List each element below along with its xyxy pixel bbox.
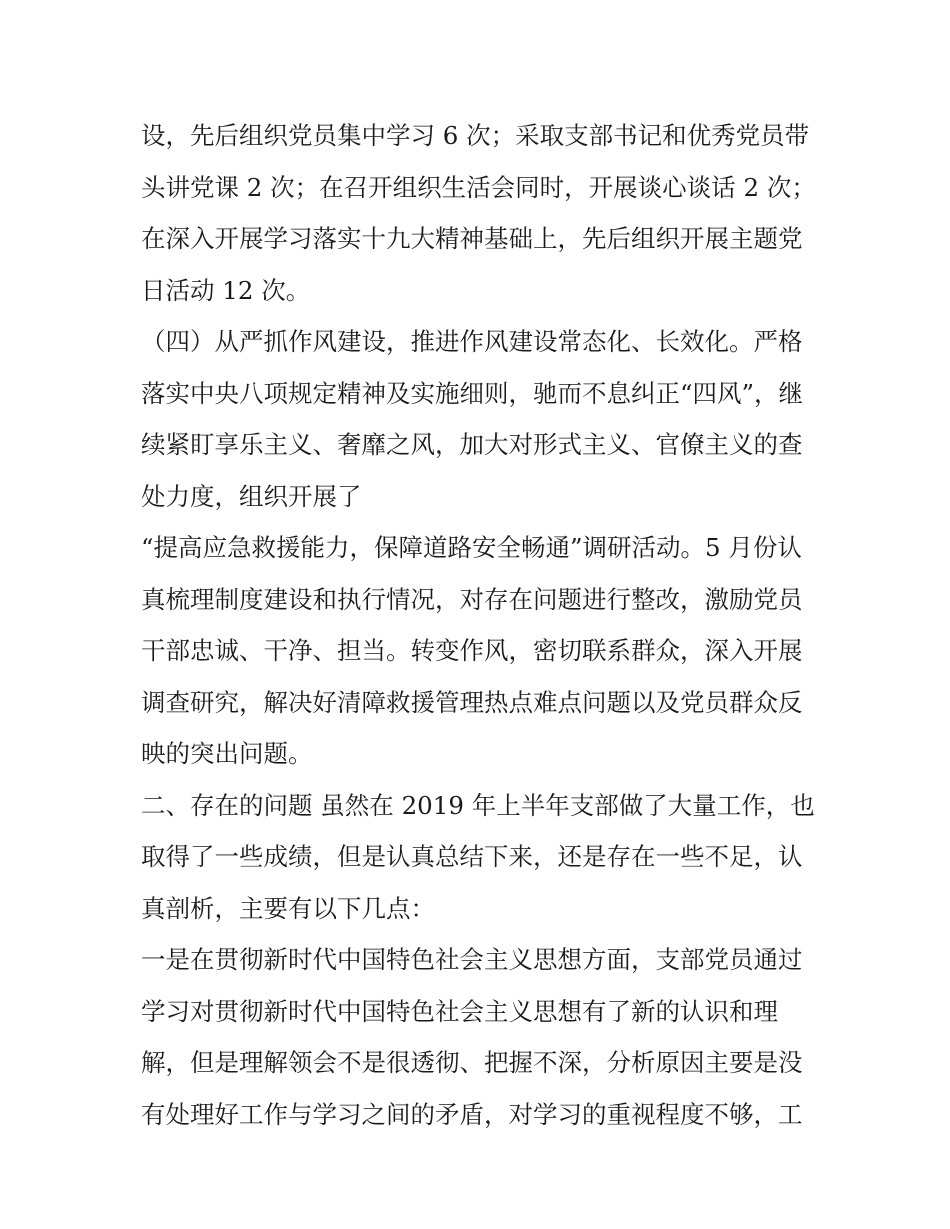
section-heading-line: （四）从严抓作风建设，推进作风建设常态化、长效化。严格: [141, 327, 803, 356]
section-heading-line: 二、存在的问题 虽然在 2019 年上半年支部做了大量工作，也: [141, 790, 815, 820]
text-line: 处力度，组织开展了: [141, 481, 362, 511]
text-line: 续紧盯享乐主义、奢靡之风，加大对形式主义、官僚主义的查: [141, 430, 803, 459]
text-line: “提高应急救援能力，保障道路安全畅通”调研活动。5 月份认: [141, 533, 802, 562]
text-line: 干部忠诚、干净、担当。转变作风，密切联系群众，深入开展: [141, 636, 803, 665]
document-body: [141, 110, 821, 1140]
text-line: 有处理好工作与学习之间的矛盾，对学习的重视程度不够，工: [141, 1099, 803, 1129]
text-line: 日活动 12 次。: [141, 275, 311, 305]
text-line: 解，但是理解领会不是很透彻、把握不深，分析原因主要是没: [141, 1048, 803, 1077]
text-line: 在深入开展学习落实十九大精神基础上，先后组织开展主题党: [141, 224, 803, 253]
text-line: 真剖析，主要有以下几点：: [141, 893, 435, 923]
text-line: 设，先后组织党员集中学习 6 次；采取支部书记和优秀党员带: [141, 121, 810, 150]
text-line: 取得了一些成绩，但是认真总结下来，还是存在一些不足，认: [141, 842, 803, 871]
text-line: 落实中央八项规定精神及实施细则，驰而不息纠正“四风”，继: [141, 378, 804, 408]
text-line: 头讲党课 2 次；在召开组织生活会同时，开展谈心谈话 2 次；: [141, 172, 816, 202]
text-line: 一是在贯彻新时代中国特色社会主义思想方面，支部党员通过: [141, 945, 803, 974]
text-line: 真梳理制度建设和执行情况，对存在问题进行整改，激励党员: [141, 584, 803, 614]
text-line: 学习对贯彻新时代中国特色社会主义思想有了新的认识和理: [141, 996, 778, 1026]
text-line: 调查研究，解决好清障救援管理热点难点问题以及党员群众反: [141, 687, 803, 717]
text-line: 映的突出问题。: [141, 739, 313, 768]
